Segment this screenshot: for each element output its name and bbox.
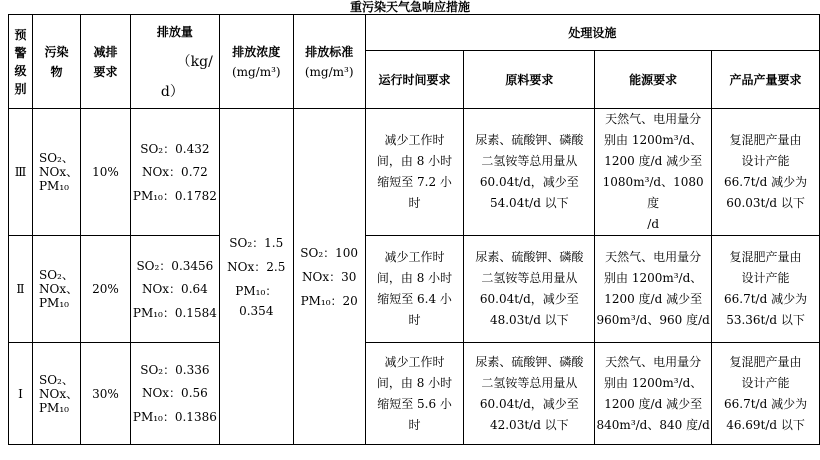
emission-nox: NOx：0.56 (141, 386, 208, 400)
header-runtime: 运行时间要求 (365, 51, 464, 109)
pollutant-cell (32, 109, 80, 236)
output-line: 设计产能 (741, 271, 790, 285)
runtime-line: 时 (408, 417, 421, 432)
output-line: 53.36t/d 以下 (726, 313, 805, 327)
emission-nox: NOx：0.64 (141, 281, 208, 296)
output-line: 复混肥产量由 (729, 250, 802, 264)
header-level: 预警级别 (9, 15, 33, 109)
table-row (9, 236, 820, 343)
emission-cell (130, 343, 219, 445)
pollutant-cell (32, 236, 80, 343)
output-line: 复混肥产量由 (729, 354, 802, 369)
output-cell (712, 109, 820, 236)
material-cell (464, 343, 595, 445)
energy-line: /d (647, 217, 660, 231)
reduction-cell: 30% (80, 343, 130, 445)
material-line: 60.04t/d，减少至 (479, 292, 579, 306)
pollutant-so2: SO₂、 (38, 151, 74, 165)
emission-so2: SO₂：0.3456 (136, 258, 214, 273)
emission-so2: SO₂：0.432 (140, 141, 210, 156)
standard-pm10: PM₁₀：20 (300, 293, 358, 308)
pollutant-nox: NOx、 (38, 165, 79, 179)
output-line: 66.7t/d 减少为 (724, 175, 808, 189)
material-cell (464, 109, 595, 236)
header-measures: 处理设施 (365, 15, 819, 51)
header-concentration-label: 排放浓度 (232, 44, 281, 59)
table-row (9, 343, 820, 445)
energy-line: 1200 度/d 减少至 (604, 154, 703, 168)
output-line: 46.69t/d 以下 (726, 417, 805, 432)
runtime-line: 间，由 8 小时 (376, 154, 453, 168)
header-pollutant: 污染物 (32, 15, 80, 109)
header-energy: 能源要求 (595, 51, 712, 109)
material-line: 二氢铵等总用量从 (481, 271, 578, 285)
energy-line: 天然气、电用量分 (605, 112, 702, 126)
material-cell (464, 236, 595, 343)
runtime-cell (365, 109, 464, 236)
emergency-measures-table (8, 14, 820, 445)
header-standard (293, 15, 365, 109)
concentration-cell (219, 109, 293, 445)
energy-line: 1200 度/d 减少至 (604, 292, 703, 306)
energy-line: 别由 1200m³/d、 (604, 133, 703, 147)
standard-nox: NOx：30 (302, 269, 357, 284)
pollutant-nox: NOx、 (38, 282, 79, 296)
pollutant-so2: SO₂、 (38, 268, 74, 282)
runtime-line: 时 (408, 196, 421, 210)
pollutant-nox: NOx、 (38, 386, 79, 401)
header-concentration (219, 15, 293, 109)
header-concentration-unit: (mg/m³) (231, 64, 281, 79)
table-title: 重污染天气急响应措施 (349, 0, 470, 14)
level-cell: Ⅱ (9, 236, 33, 343)
energy-cell (595, 109, 712, 236)
runtime-line: 缩短至 5.6 小 (377, 396, 452, 411)
header-emission-line2: （kg/ (176, 53, 213, 70)
energy-line: 840m³/d、840 度/d (596, 417, 710, 432)
emission-so2: SO₂：0.336 (140, 363, 210, 377)
runtime-line: 减少工作时 (384, 250, 445, 264)
material-line: 54.04t/d 以下 (489, 196, 569, 210)
energy-line: 1200 度/d 减少至 (604, 396, 703, 411)
output-line: 66.7t/d 减少为 (724, 396, 808, 411)
emission-cell (130, 236, 219, 343)
runtime-line: 缩短至 6.4 小 (377, 292, 452, 306)
header-output: 产品产量要求 (712, 51, 820, 109)
runtime-line: 减少工作时 (384, 354, 445, 369)
standard-cell (293, 109, 365, 445)
output-line: 复混肥产量由 (729, 133, 802, 147)
level-cell: Ⅲ (9, 109, 33, 236)
header-emission (130, 15, 219, 109)
table-row (9, 109, 820, 236)
header-emission-line3: d） (160, 83, 184, 100)
header-emission-line1: 排放量 (156, 24, 193, 39)
material-line: 48.03t/d 以下 (489, 313, 569, 327)
reduction-cell: 20% (80, 236, 130, 343)
energy-line: 别由 1200m³/d、 (604, 271, 703, 285)
energy-line: 1080m³/d、1080 度 (602, 175, 704, 210)
emission-pm10: PM₁₀：0.1782 (132, 188, 217, 203)
output-line: 60.03t/d 以下 (726, 196, 805, 210)
material-line: 60.04t/d，减少至 (479, 175, 579, 189)
material-line: 尿素、硫酸钾、磷酸 (475, 133, 584, 147)
emission-nox: NOx：0.72 (141, 164, 208, 179)
standard-so2: SO₂：100 (300, 245, 359, 260)
output-line: 设计产能 (741, 154, 790, 168)
emission-pm10: PM₁₀：0.1386 (132, 410, 217, 424)
level-cell: Ⅰ (9, 343, 33, 445)
concentration-pm10: PM₁₀：0.354 (235, 283, 278, 318)
pollutant-pm10: PM₁₀ (38, 179, 69, 193)
output-cell (712, 343, 820, 445)
runtime-line: 时 (408, 313, 421, 327)
energy-cell (595, 236, 712, 343)
energy-line: 天然气、电用量分 (605, 354, 702, 369)
runtime-line: 间，由 8 小时 (376, 375, 453, 390)
material-line: 二氢铵等总用量从 (481, 375, 578, 390)
pollutant-pm10: PM₁₀ (38, 296, 69, 310)
material-line: 60.04t/d，减少至 (479, 396, 579, 411)
runtime-line: 减少工作时 (384, 133, 445, 147)
material-line: 42.03t/d 以下 (489, 417, 569, 432)
runtime-line: 间，由 8 小时 (376, 271, 453, 285)
output-cell (712, 236, 820, 343)
header-reduction: 减排要求 (80, 15, 130, 109)
pollutant-so2: SO₂、 (38, 372, 74, 387)
concentration-so2: SO₂：1.5 (229, 235, 284, 250)
emission-cell (130, 109, 219, 236)
concentration-nox: NOx：2.5 (227, 259, 286, 274)
reduction-cell: 10% (80, 109, 130, 236)
energy-line: 960m³/d、960 度/d (596, 313, 710, 327)
energy-line: 天然气、电用量分 (605, 250, 702, 264)
material-line: 尿素、硫酸钾、磷酸 (475, 250, 584, 264)
runtime-cell (365, 236, 464, 343)
output-line: 66.7t/d 减少为 (724, 292, 808, 306)
pollutant-pm10: PM₁₀ (38, 400, 69, 415)
material-line: 尿素、硫酸钾、磷酸 (475, 354, 584, 369)
header-material: 原料要求 (464, 51, 595, 109)
emission-pm10: PM₁₀：0.1584 (132, 305, 217, 320)
runtime-line: 缩短至 7.2 小 (377, 175, 452, 189)
output-line: 设计产能 (741, 375, 790, 390)
pollutant-cell (32, 343, 80, 445)
runtime-cell (365, 343, 464, 445)
header-standard-label: 排放标准 (305, 44, 354, 59)
header-standard-unit: (mg/m³) (304, 64, 354, 79)
energy-cell (595, 343, 712, 445)
energy-line: 别由 1200m³/d、 (604, 375, 703, 390)
material-line: 二氢铵等总用量从 (481, 154, 578, 168)
